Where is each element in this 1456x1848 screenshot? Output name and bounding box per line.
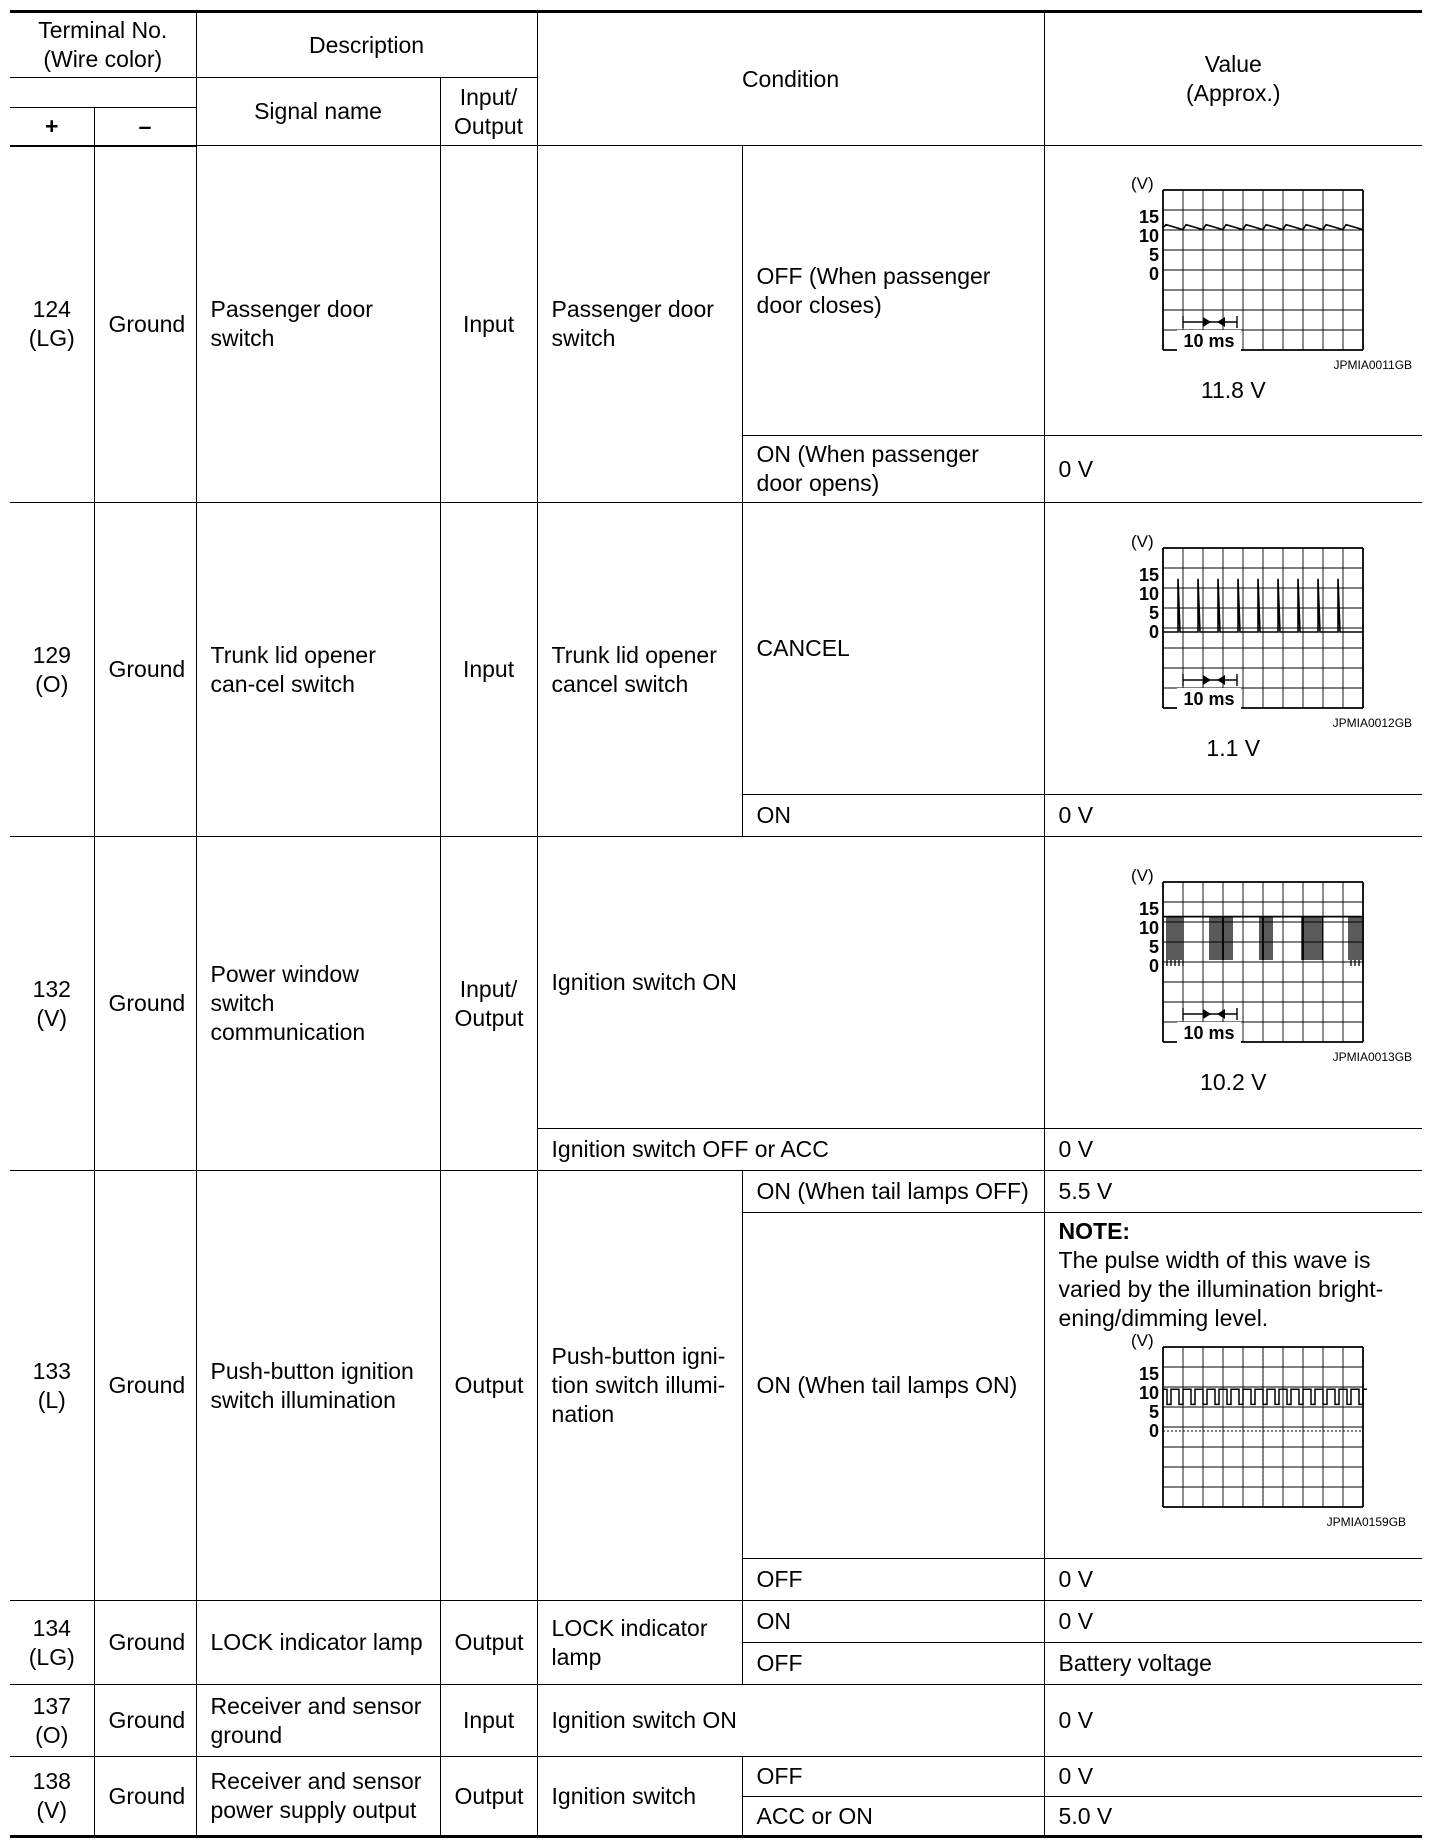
io-type: Input/ Output <box>440 837 537 1171</box>
header-value-label: Value <box>1204 51 1262 77</box>
io-type: Output <box>440 1601 537 1685</box>
table-row <box>10 1757 1422 1797</box>
scope-y-tick: 10 <box>1139 584 1160 604</box>
header-minus: – <box>94 108 196 146</box>
time-arrow-icon <box>1217 1009 1225 1019</box>
time-arrow-icon <box>1217 317 1225 327</box>
condition-main: Ignition switch <box>537 1757 742 1837</box>
terminal-number: 134 <box>32 1614 71 1641</box>
scope-unit-label: (V) <box>1131 1333 1154 1350</box>
oscilloscope-waveform <box>1073 176 1393 356</box>
value-text: 0 V <box>1044 1757 1422 1797</box>
wire-color: (LG) <box>28 325 75 352</box>
scope-y-tick: 0 <box>1149 1421 1160 1441</box>
minus-terminal: Ground <box>94 837 196 1171</box>
oscilloscope-waveform <box>1073 534 1393 714</box>
scope-grid <box>1163 548 1363 708</box>
condition-sub: ON (When tail lamps OFF) <box>742 1171 1044 1213</box>
signal-name: Trunk lid opener can-cel switch <box>196 503 440 837</box>
value-text: 0 V <box>1044 1129 1422 1171</box>
scope-y-tick: 10 <box>1139 226 1160 246</box>
condition-main: Trunk lid opener cancel switch <box>537 503 742 837</box>
terminal-spec-sheet <box>10 10 1422 1838</box>
value-text: 5.5 V <box>1044 1171 1422 1213</box>
waveform-trace <box>1163 1389 1367 1404</box>
terminal-number: 133 <box>32 1357 71 1384</box>
time-label: 10 ms <box>1183 1023 1235 1043</box>
header-terminal-spacer <box>10 78 196 108</box>
scope-y-tick: 15 <box>1139 1364 1160 1384</box>
scope-unit-label: (V) <box>1131 868 1154 885</box>
terminal-spec-table <box>10 10 1422 1838</box>
terminal-cell <box>10 1601 94 1685</box>
signal-name: Passenger door switch <box>196 146 440 503</box>
scope-y-tick: 0 <box>1149 956 1160 976</box>
condition-sub: Ignition switch ON <box>537 837 1044 1129</box>
io-type: Input <box>440 503 537 837</box>
value-cell <box>1044 1213 1422 1559</box>
wire-color: (V) <box>36 1004 68 1031</box>
terminal-cell <box>10 503 94 837</box>
terminal-cell <box>10 837 94 1171</box>
wire-color: (O) <box>35 1721 69 1748</box>
header-terminal-no <box>10 12 196 78</box>
value-text: 0 V <box>1044 795 1422 837</box>
time-arrow-icon <box>1217 675 1225 685</box>
condition-sub: ON (When passenger door opens) <box>742 436 1044 503</box>
signal-name: LOCK indicator lamp <box>196 1601 440 1685</box>
time-arrow-icon <box>1203 317 1211 327</box>
terminal-cell <box>10 146 94 503</box>
condition-main: Push-button igni-tion switch illumi-nation <box>537 1171 742 1601</box>
minus-terminal: Ground <box>94 146 196 503</box>
oscilloscope-waveform <box>1073 1333 1393 1513</box>
scope-y-tick: 5 <box>1149 937 1160 957</box>
minus-terminal: Ground <box>94 1685 196 1757</box>
io-type: Input <box>440 146 537 503</box>
scope-y-tick: 10 <box>1139 918 1160 938</box>
signal-name: Push-button ignition switch illumination <box>196 1171 440 1601</box>
value-text: Battery voltage <box>1044 1643 1422 1685</box>
io-type: Output <box>440 1757 537 1837</box>
scope-y-tick: 5 <box>1149 1402 1160 1422</box>
value-cell <box>1044 503 1422 795</box>
scope-grid <box>1163 190 1363 350</box>
table-row <box>10 1601 1422 1643</box>
terminal-cell <box>10 1757 94 1837</box>
condition-sub: ON <box>742 795 1044 837</box>
minus-terminal: Ground <box>94 1171 196 1601</box>
header-value <box>1044 12 1422 146</box>
io-type: Input <box>440 1685 537 1757</box>
terminal-number: 129 <box>32 641 71 668</box>
oscilloscope-waveform <box>1073 868 1393 1048</box>
terminal-number: 132 <box>32 975 71 1002</box>
header-wire-color: (Wire color) <box>43 46 163 72</box>
scope-y-tick: 15 <box>1139 565 1160 585</box>
wire-color: (O) <box>35 670 69 697</box>
scope-unit-label: (V) <box>1131 534 1154 551</box>
scope-grid <box>1163 882 1363 1042</box>
figure-id: JPMIA0013GB <box>1332 1050 1413 1064</box>
header-signal-name: Signal name <box>196 78 440 146</box>
value-text: 10.2 V <box>1200 1069 1267 1095</box>
condition-main: Passenger door switch <box>537 146 742 503</box>
time-arrow-icon <box>1203 1009 1211 1019</box>
condition-sub: OFF <box>742 1559 1044 1601</box>
terminal-number: 137 <box>32 1692 71 1719</box>
note-title: NOTE: <box>1058 1218 1131 1244</box>
value-text: 1.1 V <box>1206 735 1261 761</box>
header-terminal-label: Terminal No. <box>38 17 168 43</box>
scope-unit-label: (V) <box>1131 176 1154 193</box>
figure-id: JPMIA0159GB <box>1326 1515 1407 1529</box>
io-type: Output <box>440 1171 537 1601</box>
wire-color: (L) <box>37 1386 66 1413</box>
terminal-number: 138 <box>32 1768 71 1794</box>
scope-y-tick: 15 <box>1139 207 1160 227</box>
value-text: 11.8 V <box>1200 377 1266 403</box>
signal-name: Power window switch communication <box>196 837 440 1171</box>
value-cell <box>1044 837 1422 1129</box>
scope-y-tick: 5 <box>1149 245 1160 265</box>
header-input-output: Input/ Output <box>440 78 537 146</box>
scope-y-tick: 0 <box>1149 264 1160 284</box>
scope-y-tick: 10 <box>1139 1383 1160 1403</box>
time-label: 10 ms <box>1183 331 1235 351</box>
condition-sub: OFF <box>742 1757 1044 1797</box>
minus-terminal: Ground <box>94 503 196 837</box>
time-arrow-icon <box>1203 675 1211 685</box>
condition-sub: ACC or ON <box>742 1797 1044 1837</box>
header-condition: Condition <box>537 12 1044 146</box>
value-text: 0 V <box>1044 436 1422 503</box>
header-plus: + <box>10 108 94 146</box>
minus-terminal: Ground <box>94 1601 196 1685</box>
signal-name: Receiver and sensor power supply output <box>196 1757 440 1837</box>
table-row <box>10 1685 1422 1757</box>
terminal-cell <box>10 1171 94 1601</box>
table-row <box>10 503 1422 795</box>
terminal-cell <box>10 1685 94 1757</box>
table-row <box>10 146 1422 436</box>
condition-sub: OFF (When passenger door closes) <box>742 146 1044 436</box>
signal-name: Receiver and sensor ground <box>196 1685 440 1757</box>
figure-id: JPMIA0012GB <box>1332 716 1413 730</box>
wire-color: (LG) <box>28 1643 75 1670</box>
table-row <box>10 837 1422 1129</box>
time-label: 10 ms <box>1183 689 1235 709</box>
value-text: 0 V <box>1044 1685 1422 1757</box>
wire-color: (V) <box>36 1797 68 1823</box>
table-row <box>10 1171 1422 1213</box>
scope-y-tick: 0 <box>1149 622 1160 642</box>
condition-sub: Ignition switch OFF or ACC <box>537 1129 1044 1171</box>
header-value-approx: (Approx.) <box>1185 80 1281 106</box>
condition-sub: ON <box>742 1601 1044 1643</box>
note-text: The pulse width of this wave is varied by the illumination bright-ening/dimming level. <box>1058 1247 1384 1331</box>
condition-main: LOCK indicator lamp <box>537 1601 742 1685</box>
condition-sub: ON (When tail lamps ON) <box>742 1213 1044 1559</box>
condition-sub: Ignition switch ON <box>537 1685 1044 1757</box>
scope-y-tick: 15 <box>1139 899 1160 919</box>
value-text: 5.0 V <box>1044 1797 1422 1837</box>
header-description: Description <box>196 12 537 78</box>
value-text: 0 V <box>1044 1559 1422 1601</box>
condition-sub: CANCEL <box>742 503 1044 795</box>
condition-sub: OFF <box>742 1643 1044 1685</box>
value-text: 0 V <box>1044 1601 1422 1643</box>
value-cell <box>1044 146 1422 436</box>
minus-terminal: Ground <box>94 1757 196 1837</box>
terminal-number: 124 <box>32 296 71 323</box>
figure-id: JPMIA0011GB <box>1333 358 1413 372</box>
scope-y-tick: 5 <box>1149 603 1160 623</box>
